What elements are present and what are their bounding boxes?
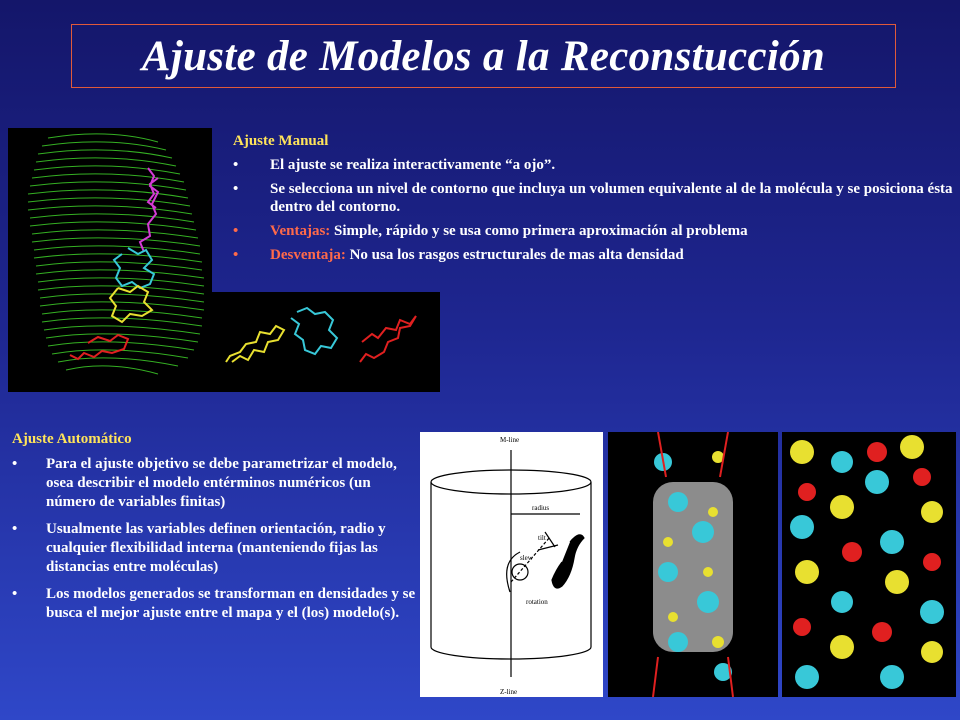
manual-fit-section bbox=[233, 132, 958, 270]
list-item bbox=[12, 520, 422, 577]
auto-item-text: Los modelos generados se transforman en densidades y se busca el mejor ajuste entre el mapa y el (los) modelo(s). bbox=[46, 586, 416, 621]
density-fit-figure bbox=[608, 432, 778, 697]
green-contour-lines bbox=[28, 134, 204, 374]
manual-bullet-list bbox=[233, 156, 958, 264]
yellow-molecule-separate bbox=[226, 326, 284, 362]
separated-molecules-image bbox=[212, 292, 440, 392]
manual-item-text: El ajuste se realiza interactivamente “a ojo”. bbox=[270, 157, 556, 173]
yellow-molecule bbox=[110, 286, 152, 322]
density-fit-image bbox=[608, 432, 778, 697]
list-item bbox=[233, 246, 958, 264]
auto-heading: Ajuste Automático bbox=[12, 431, 132, 447]
red-atoms bbox=[793, 442, 941, 642]
m-line-label: M-line bbox=[500, 436, 520, 444]
list-item bbox=[233, 156, 958, 174]
cylinder-diagram bbox=[420, 432, 603, 697]
title-box bbox=[71, 24, 896, 88]
list-item bbox=[233, 222, 958, 240]
bullet-icon: • bbox=[233, 181, 239, 197]
molecule-shape bbox=[552, 535, 584, 588]
auto-bullet-list bbox=[12, 455, 422, 623]
rotation-label: rotation bbox=[526, 598, 548, 606]
manual-heading: Ajuste Manual bbox=[233, 133, 329, 149]
list-item bbox=[12, 585, 422, 623]
slew-label: slew bbox=[520, 554, 533, 562]
list-item bbox=[12, 455, 422, 512]
rotation-circle bbox=[512, 564, 528, 580]
manual-item-text: Se selecciona un nivel de contorno que incluya un volumen equivalente al de la molécula y se posiciona ésta dentro del contorno. bbox=[270, 181, 953, 215]
radius-label: radius bbox=[532, 504, 550, 512]
bullet-icon: • bbox=[233, 223, 239, 239]
atomic-model-figure bbox=[782, 432, 956, 697]
magenta-molecule bbox=[140, 168, 158, 252]
cyan-molecule-separate bbox=[291, 308, 337, 354]
bullet-icon: • bbox=[233, 157, 239, 173]
contour-map-image bbox=[8, 128, 212, 392]
auto-item-text: Para el ajuste objetivo se debe parametrizar el modelo, osea describir el modelo entérminos numéricos (un número de variables finitas) bbox=[46, 456, 397, 510]
disadvantage-label: Desventaja: bbox=[270, 247, 346, 263]
rotation-arc bbox=[507, 552, 520, 592]
automatic-fit-section bbox=[12, 430, 422, 631]
cylinder-diagram-figure bbox=[420, 432, 603, 697]
contour-map-figure bbox=[8, 128, 212, 392]
list-item bbox=[233, 180, 958, 216]
manual-item-text: Simple, rápido y se usa como primera aproximación al problema bbox=[330, 223, 748, 239]
bullet-icon: • bbox=[233, 247, 239, 263]
atomic-model-image bbox=[782, 432, 956, 697]
red-molecule bbox=[70, 335, 128, 359]
slide-title: Ajuste de Modelos a la Reconstucción bbox=[141, 32, 826, 80]
advantages-label: Ventajas: bbox=[270, 223, 331, 239]
red-molecule-separate bbox=[360, 316, 416, 362]
bullet-icon: • bbox=[12, 456, 18, 472]
molecules-figure bbox=[212, 292, 440, 392]
bullet-icon: • bbox=[12, 521, 18, 537]
manual-item-text: No usa los rasgos estructurales de mas alta densidad bbox=[345, 247, 684, 263]
z-line-label: Z-line bbox=[500, 688, 518, 696]
auto-item-text: Usualmente las variables definen orientación, radio y cualquier flexibilidad interna (manteniendo fijas las distancias entre moléculas) bbox=[46, 521, 386, 575]
bullet-icon: • bbox=[12, 586, 18, 602]
tilt-label: tilt bbox=[538, 534, 546, 542]
